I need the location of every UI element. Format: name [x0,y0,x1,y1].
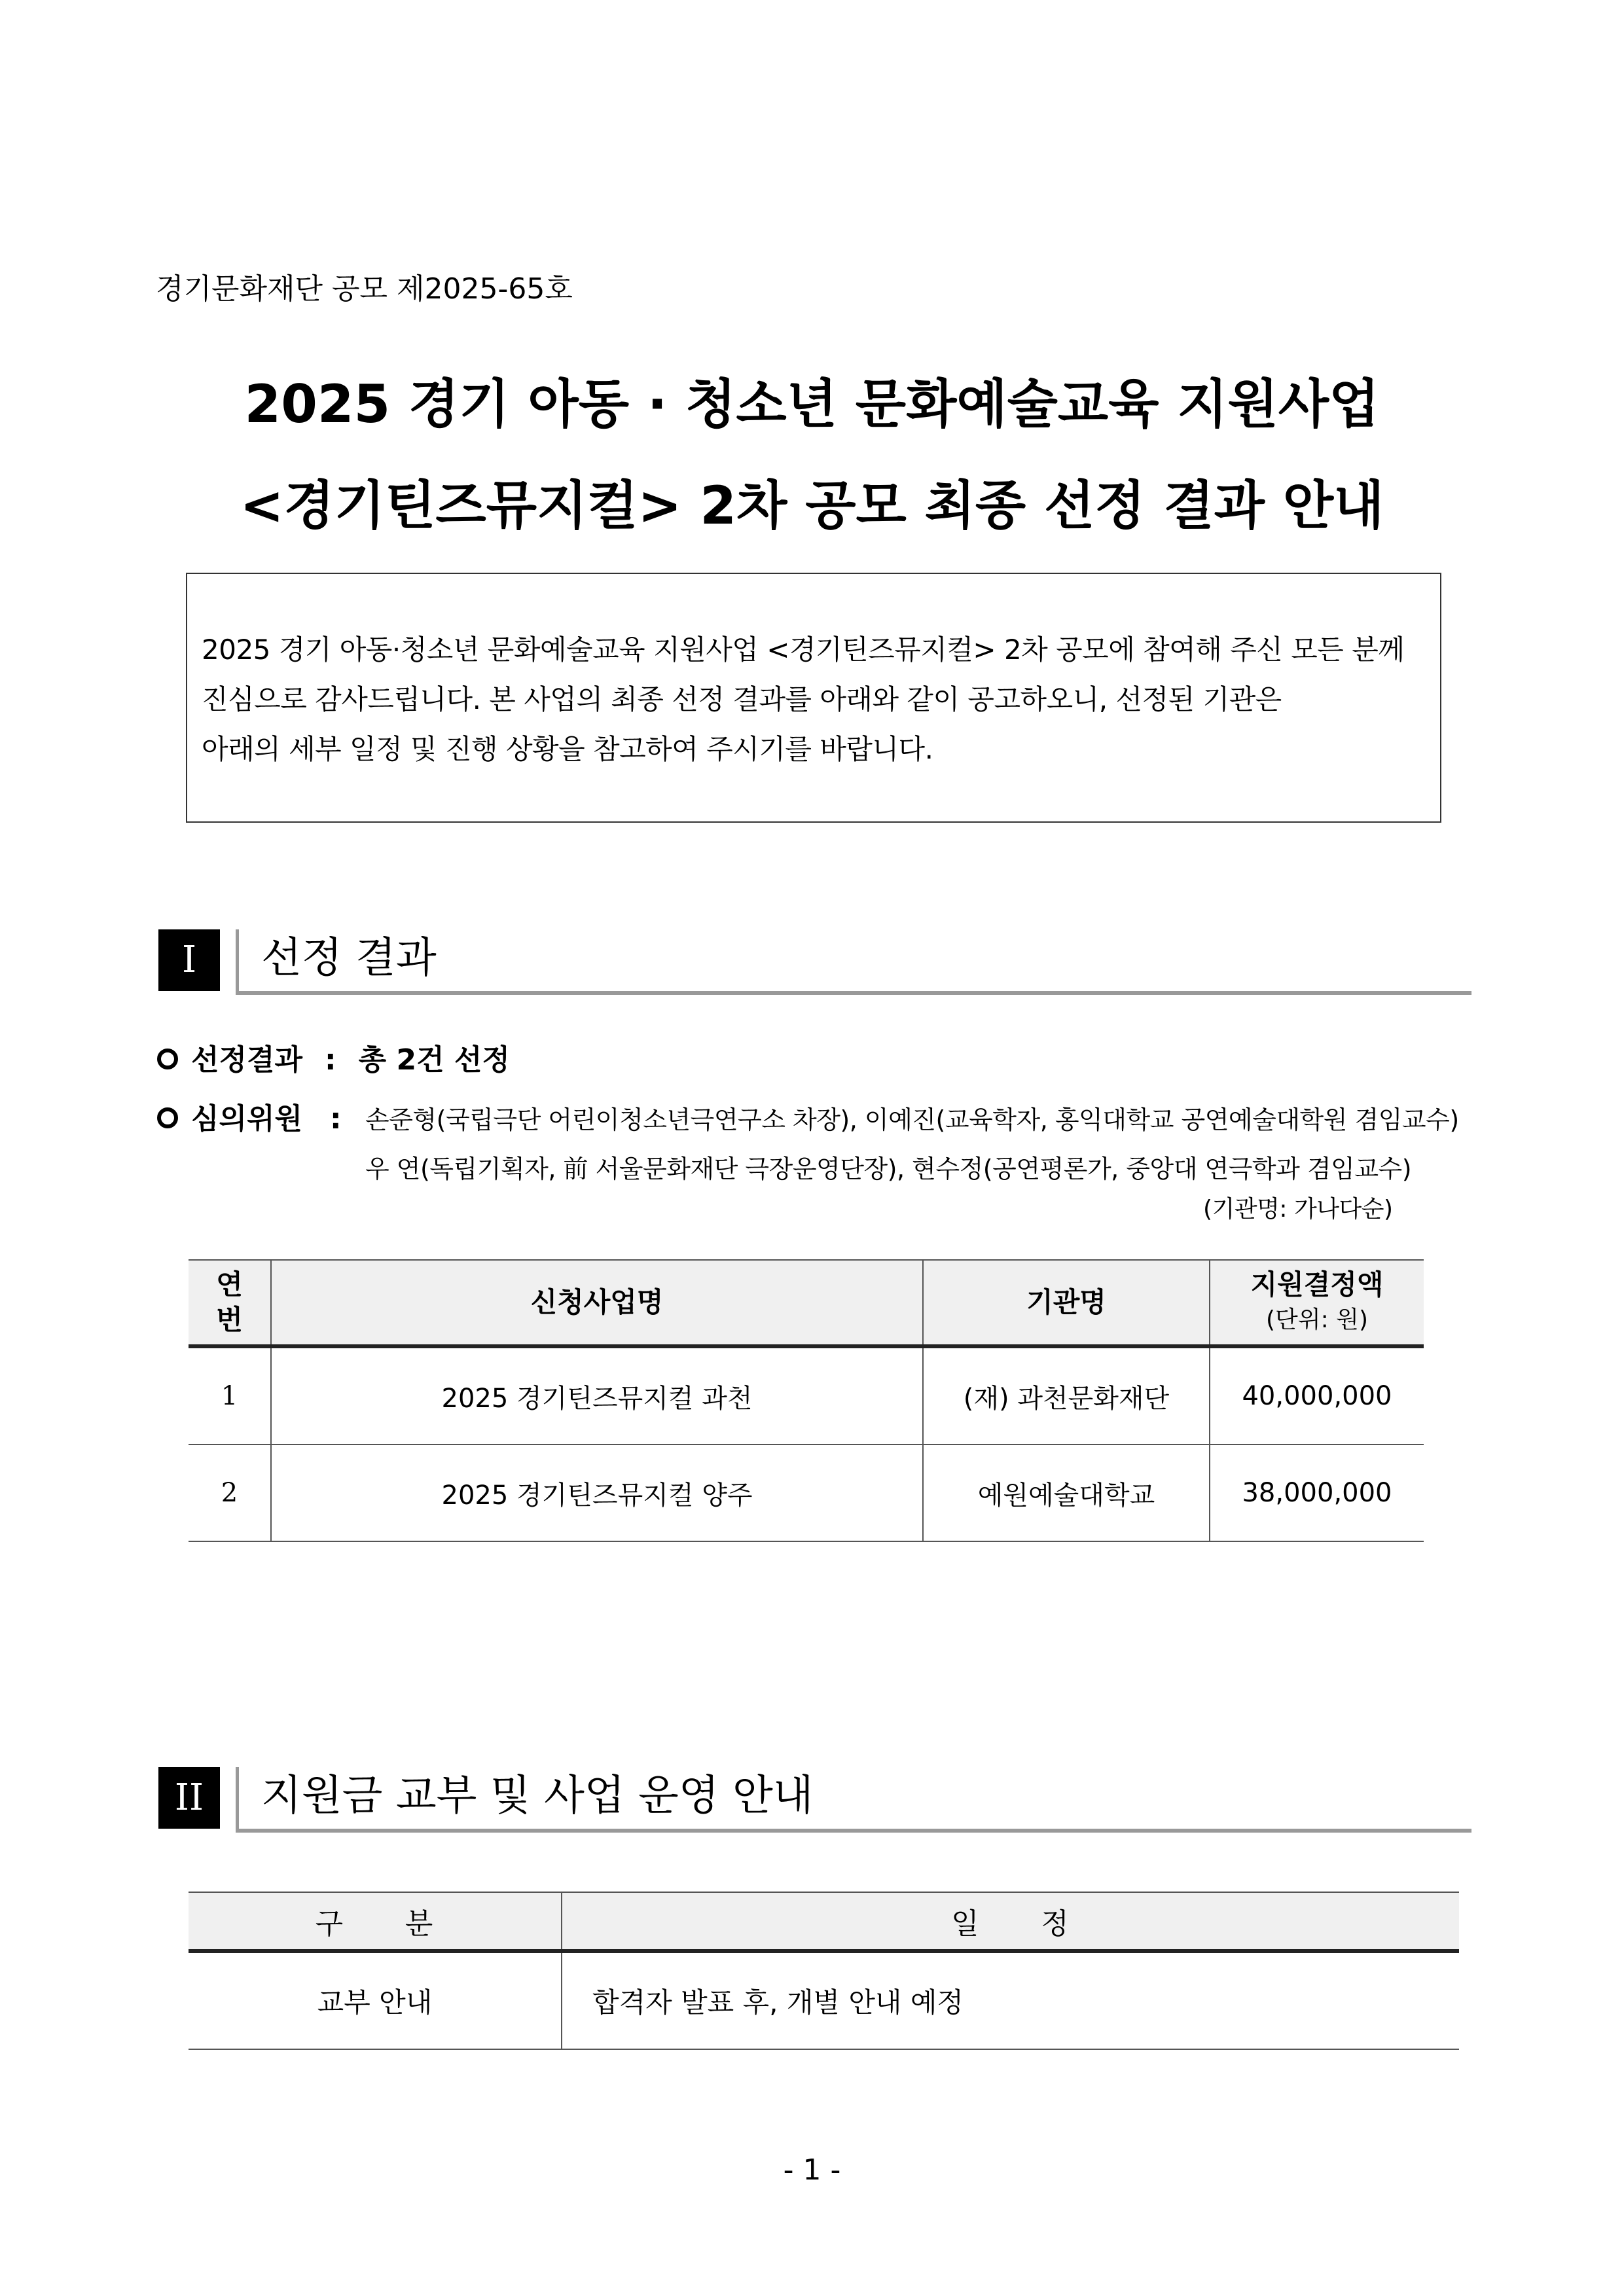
selection-result-label: 선정결과 [191,1043,303,1077]
row-org: (재) 과천문화재단 [923,1346,1210,1444]
row-org: 예원예술대학교 [923,1444,1210,1541]
review-committee-item [157,1100,342,1139]
section-underline [236,991,1471,995]
col-header-no-line-2: 번 [216,1304,243,1336]
table-header-row [189,1892,1459,1951]
section-1-title: 선정 결과 [261,934,437,982]
page-title [0,353,1624,556]
review-committee-line-2: 우 연(독립기획자, 前 서울문화재단 극장운영단장), 현수정(공연평론가, 중앙대 연극학과 겸임교수) [365,1155,1412,1183]
table-header-row [189,1260,1424,1346]
section-2-title: 지원금 교부 및 사업 운영 안내 [261,1772,814,1820]
col-header-category: 구 분 [189,1892,562,1951]
section-divider [236,1767,239,1833]
bullet-circle-icon [157,1107,178,1128]
page-number: - 1 - [783,2153,841,2187]
review-committee-note: (기관명: 가나다순) [1203,1196,1393,1223]
row-amount: 38,000,000 [1210,1444,1424,1541]
intro-line-1: 2025 경기 아동·청소년 문화예술교육 지원사업 <경기틴즈뮤지컬> 2차 공모에 참여해 주신 모든 분께 [202,634,1405,666]
bullet-circle-icon [157,1049,178,1069]
row-amount: 40,000,000 [1210,1346,1424,1444]
table-row [189,1346,1424,1444]
title-line-2: <경기틴즈뮤지컬> 2차 공모 최종 선정 결과 안내 [240,475,1384,536]
section-underline [236,1829,1471,1833]
section-2-number: II [158,1767,220,1829]
table-row [189,1951,1459,2049]
row-category: 교부 안내 [189,1951,562,2049]
selection-result-item [157,1041,510,1080]
table-row [189,1444,1424,1541]
section-divider [236,929,239,995]
row-project: 2025 경기틴즈뮤지컬 과천 [271,1346,923,1444]
row-schedule: 합격자 발표 후, 개별 안내 예정 [562,1951,1459,2049]
selection-result-value: 총 2건 선정 [358,1043,510,1077]
title-line-1: 2025 경기 아동 · 청소년 문화예술교육 지원사업 [244,374,1380,435]
row-project: 2025 경기틴즈뮤지컬 양주 [271,1444,923,1541]
notice-number: 경기문화재단 공모 제2025-65호 [156,272,573,306]
col-header-amount [1210,1260,1424,1346]
review-committee-label: 심의위원 [191,1102,303,1136]
col-header-schedule: 일 정 [562,1892,1459,1951]
section-1-number: I [158,929,220,991]
intro-line-2: 진심으로 감사드립니다. 본 사업의 최종 선정 결과를 아래와 같이 공고하오니, 선정된 기관은 [202,683,1282,715]
col-header-project: 신청사업명 [271,1260,923,1346]
col-header-amount-label: 지원결정액 [1250,1268,1384,1300]
row-no: 1 [189,1346,271,1444]
col-header-amount-unit: (단위: 원) [1266,1306,1368,1333]
selection-result-sep: : [325,1043,336,1077]
selection-result-table [189,1259,1424,1542]
review-committee-line-1: 손준형(국립극단 어린이청소년극연구소 차장), 이예진(교육학자, 홍익대학교 공연예술대학원 겸임교수) [365,1105,1459,1134]
intro-box [186,573,1441,823]
intro-line-3: 아래의 세부 일정 및 진행 상황을 참고하여 주시기를 바랍니다. [202,733,933,765]
review-committee-sep: : [330,1102,342,1136]
col-header-no [189,1260,271,1346]
disbursement-schedule-table [189,1892,1459,2050]
col-header-org: 기관명 [923,1260,1210,1346]
section-1-header [158,929,1471,995]
section-2-header [158,1767,1471,1833]
row-no: 2 [189,1444,271,1541]
col-header-no-line-1: 연 [216,1268,243,1300]
